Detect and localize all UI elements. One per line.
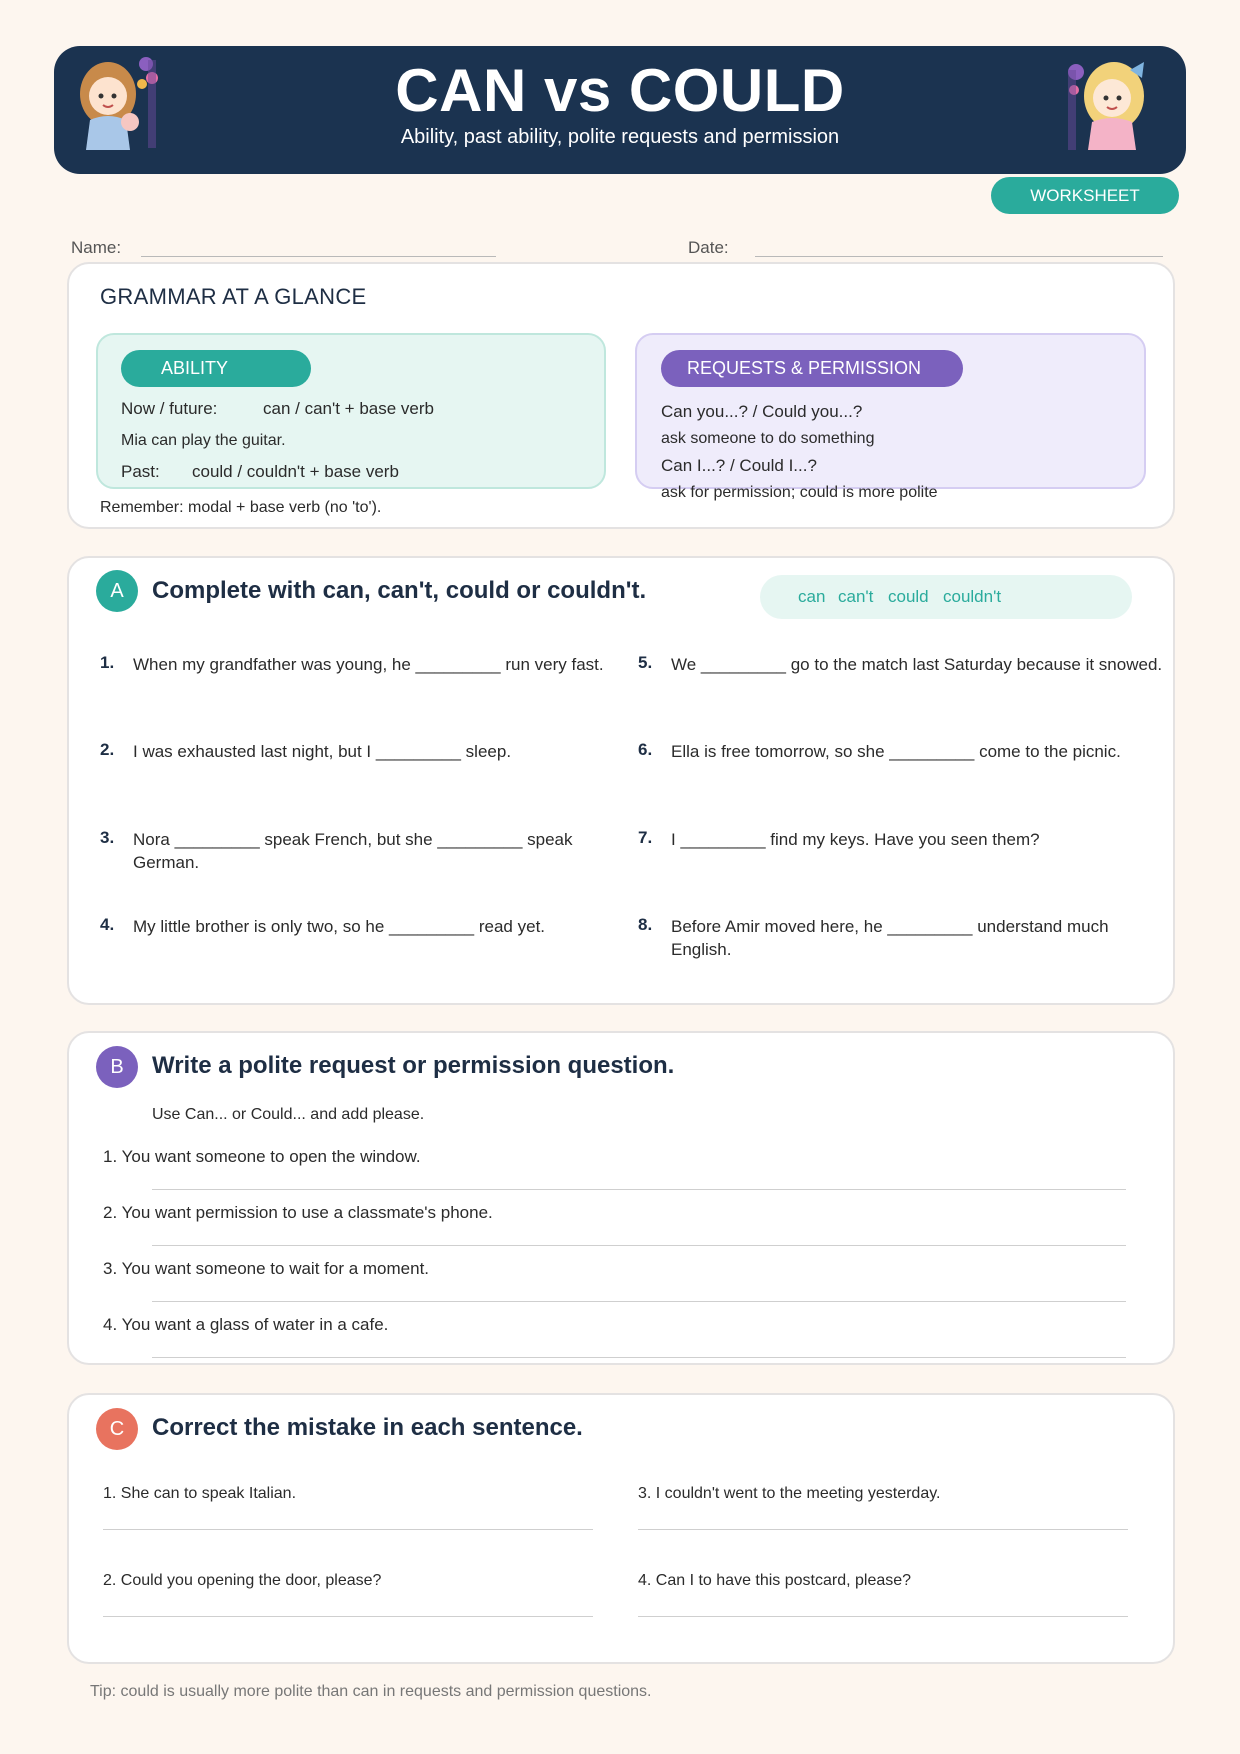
question-number: 4. (100, 915, 115, 934)
question-text[interactable]: I was exhausted last night, but I _________ sleep. (133, 742, 512, 761)
page-title: CAN vs COULD (395, 57, 845, 124)
remember-note: Remember: modal + base verb (no 'to'). (100, 499, 382, 516)
prompt-text: 2. You want permission to use a classmate's phone. (103, 1203, 493, 1222)
question-number: 6. (638, 740, 653, 759)
correction-item: 4. Can I to have this postcard, please? (638, 1572, 912, 1589)
question-text[interactable]: Before Amir moved here, he _________ understand much English. (671, 917, 1109, 959)
name-label: Name: (71, 238, 122, 257)
name-field[interactable] (141, 256, 496, 257)
answer-line[interactable] (103, 1616, 593, 1617)
section-a-badge: A (96, 570, 138, 612)
section-a-title: Complete with can, can't, could or couldn't. (152, 577, 647, 604)
now-future-form: can / can't + base verb (263, 399, 434, 418)
worksheet-badge: WORKSHEET (991, 177, 1179, 214)
question-text[interactable]: Ella is free tomorrow, so she _________ come to the picnic. (671, 742, 1121, 761)
question-text[interactable]: My little brother is only two, so he _________ read yet. (133, 917, 546, 936)
section-c-title: Correct the mistake in each sentence. (152, 1414, 583, 1441)
grammar-title: GRAMMAR AT A GLANCE (100, 284, 367, 309)
requests-can-i: Can I...? / Could I...? (661, 456, 817, 475)
question-number: 2. (100, 740, 115, 759)
answer-line[interactable] (152, 1245, 1126, 1246)
question-number: 5. (638, 653, 653, 672)
past-form: could / couldn't + base verb (192, 462, 399, 481)
answer-line[interactable] (152, 1357, 1126, 1358)
question-text[interactable]: I _________ find my keys. Have you seen them? (671, 830, 1040, 849)
answer-line[interactable] (152, 1189, 1126, 1190)
answer-line[interactable] (152, 1301, 1126, 1302)
correction-item: 2. Could you opening the door, please? (103, 1572, 382, 1589)
answer-line[interactable] (638, 1529, 1128, 1530)
section-b-badge: B (96, 1046, 138, 1088)
correction-item: 3. I couldn't went to the meeting yesterday. (638, 1485, 941, 1502)
prompt-text: 3. You want someone to wait for a moment. (103, 1259, 430, 1278)
word-bank-item: could (888, 587, 929, 606)
section-b-instruction: Use Can... or Could... and add please. (152, 1106, 425, 1123)
question-text[interactable]: We _________ go to the match last Saturday because it snowed. (671, 655, 1163, 674)
footer-tip: Tip: could is usually more polite than can in requests and permission questions. (90, 1683, 652, 1700)
correction-item: 1. She can to speak Italian. (103, 1485, 297, 1502)
answer-line[interactable] (103, 1529, 593, 1530)
ability-example: Mia can play the guitar. (121, 432, 286, 449)
question-number: 7. (638, 828, 653, 847)
permission-desc: ask for permission; could is more polite (661, 484, 938, 501)
word-bank-item: can't (838, 587, 874, 606)
date-label: Date: (688, 238, 729, 257)
date-field[interactable] (755, 256, 1163, 257)
question-number: 1. (100, 653, 115, 672)
question-text[interactable]: When my grandfather was young, he _________ run very fast. (133, 655, 604, 674)
word-bank (760, 575, 1132, 619)
answer-line[interactable] (638, 1616, 1128, 1617)
prompt-text: 1. You want someone to open the window. (103, 1147, 421, 1166)
question-number: 3. (100, 828, 115, 847)
question-text[interactable]: Nora _________ speak French, but she _________ speak German. (133, 830, 573, 872)
section-b-title: Write a polite request or permission question. (152, 1052, 675, 1079)
requests-desc: ask someone to do something (661, 430, 875, 447)
page-subtitle: Ability, past ability, polite requests and permission (400, 126, 840, 148)
past-label: Past: (121, 462, 160, 481)
section-c-badge: C (96, 1408, 138, 1450)
requests-pill: REQUESTS & PERMISSION (661, 350, 963, 387)
requests-can-you: Can you...? / Could you...? (661, 402, 863, 421)
ability-pill: ABILITY (121, 350, 311, 387)
girl-with-bow-icon (1064, 50, 1156, 156)
word-bank-item: couldn't (943, 587, 1002, 606)
now-future-label: Now / future: (121, 399, 218, 418)
question-number: 8. (638, 915, 653, 934)
word-bank-item: can (798, 587, 826, 606)
header-banner (54, 46, 1186, 174)
prompt-text: 4. You want a glass of water in a cafe. (103, 1315, 389, 1334)
